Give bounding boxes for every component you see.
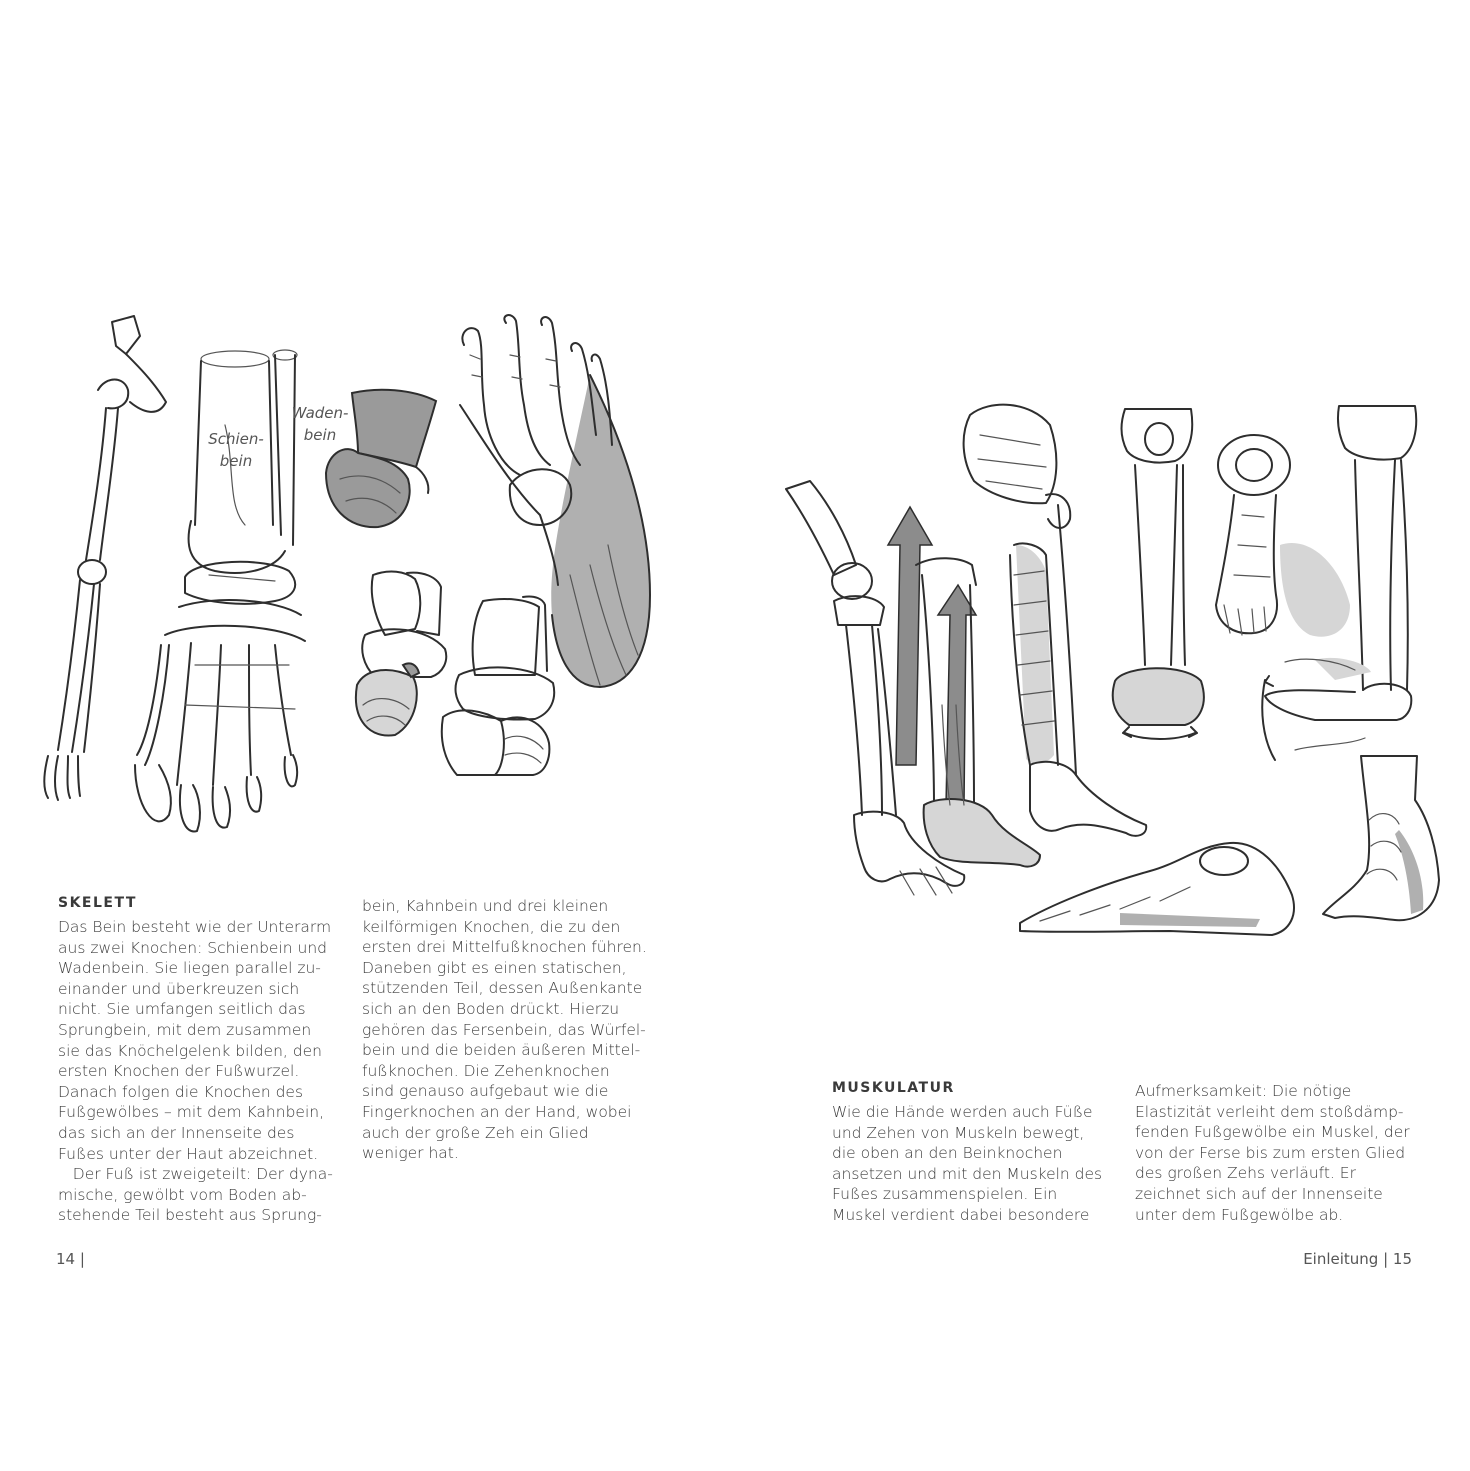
text-line: von der Ferse bis zum ersten Glied — [1135, 1143, 1406, 1162]
page-number-left: 14 | — [56, 1250, 85, 1268]
text-line: unter dem Fußgewölbe ab. — [1135, 1205, 1344, 1224]
text-line: nicht. Sie umfangen seitlich das — [58, 1000, 306, 1019]
text-line: sich an den Boden drückt. Hierzu — [362, 999, 620, 1018]
foot-arch-side-sketch — [1010, 835, 1300, 945]
text-line: Fingerknochen an der Hand, wobei — [362, 1102, 632, 1121]
text-line: Wie die Hände werden auch Füße — [832, 1103, 1093, 1121]
label-wadenbein: Waden- bein — [291, 404, 349, 444]
text-line: gehören das Fersenbein, das Würfel- — [362, 1020, 646, 1039]
text-line: fußknochen. Die Zehenknochen — [362, 1061, 610, 1080]
text-line: fenden Fußgewölbe ein Muskel, der — [1135, 1123, 1410, 1142]
text-line: Fußes unter der Haut abzeichnet. — [58, 1144, 319, 1163]
skelett-text-column-1 — [58, 917, 348, 1226]
text-line: einander und überkreuzen sich — [58, 979, 300, 998]
foot-plantar-sketch — [440, 315, 675, 695]
text-line: und Zehen von Muskeln bewegt, — [832, 1123, 1085, 1142]
text-line: sind genauso aufgebaut wie die — [362, 1082, 609, 1101]
leg-front-rotation-sketch — [1105, 405, 1215, 740]
text-line: ersten drei Mittelfußknochen führen. — [362, 938, 647, 957]
text-line: aus zwei Knochen: Schienbein und — [58, 938, 328, 957]
text-line: mische, gewölbt vom Boden ab- — [58, 1185, 307, 1204]
text-line: Danach folgen die Knochen des — [58, 1082, 304, 1101]
text-line: Daneben gibt es einen statischen, — [362, 958, 627, 977]
text-line: Muskel verdient dabei besondere — [832, 1205, 1090, 1224]
text-line: weniger hat. — [362, 1144, 459, 1163]
skelett-text-column-2 — [362, 896, 662, 1164]
text-line: Der Fuß ist zweigeteilt: Der dyna- — [58, 1165, 333, 1184]
text-line: keilförmigen Knochen, die zu den — [362, 917, 621, 936]
foot-tiptoe-sketch — [1315, 750, 1450, 930]
text-line: stützenden Teil, dessen Außenkante — [362, 979, 643, 998]
leg-side-flexion-sketch — [1255, 400, 1430, 775]
text-line: Fußgewölbes – mit dem Kahnbein, — [58, 1103, 325, 1122]
muskulatur-text-column-1 — [832, 1102, 1117, 1226]
section-heading-muskulatur: MUSKULATUR — [832, 1080, 955, 1096]
muskulatur-text-column-2 — [1135, 1081, 1435, 1225]
text-line: zeichnet sich auf der Innenseite — [1135, 1184, 1383, 1203]
label-schienbein: Schien- bein — [208, 430, 264, 470]
text-line: Das Bein besteht wie der Unterarm — [58, 918, 332, 936]
text-line: Wadenbein. Sie liegen parallel zu- — [58, 959, 321, 978]
text-line: Aufmerksamkeit: Die nötige — [1135, 1082, 1352, 1100]
section-heading-skelett: SKELETT — [58, 895, 137, 911]
page-number-right: Einleitung | 15 — [1303, 1250, 1412, 1268]
text-line: des großen Zehs verläuft. Er — [1135, 1164, 1356, 1183]
text-line: Sprungbein, mit dem zusammen — [58, 1020, 312, 1039]
text-line: bein und die beiden äußeren Mittel- — [362, 1041, 641, 1060]
text-line: bein, Kahnbein und drei kleinen — [362, 897, 609, 915]
text-line: stehende Teil besteht aus Sprung- — [58, 1206, 322, 1225]
text-line: auch der große Zeh ein Glied — [362, 1123, 589, 1142]
foot-skeleton-front-sketch — [125, 345, 315, 855]
talus-block-sketch — [318, 383, 446, 535]
text-line: sie das Knöchelgelenk bilden, den — [58, 1041, 322, 1060]
text-line: ersten Knochen der Fußwurzel. — [58, 1062, 300, 1081]
text-line: das sich an der Innenseite des — [58, 1123, 295, 1142]
text-line: Elastizität verleiht dem stoßdämp- — [1135, 1102, 1404, 1121]
text-line: ansetzen und mit den Muskeln des — [832, 1164, 1103, 1183]
text-line: Fußes zusammenspielen. Ein — [832, 1185, 1058, 1204]
text-line: die oben an den Beinknochen — [832, 1144, 1063, 1163]
